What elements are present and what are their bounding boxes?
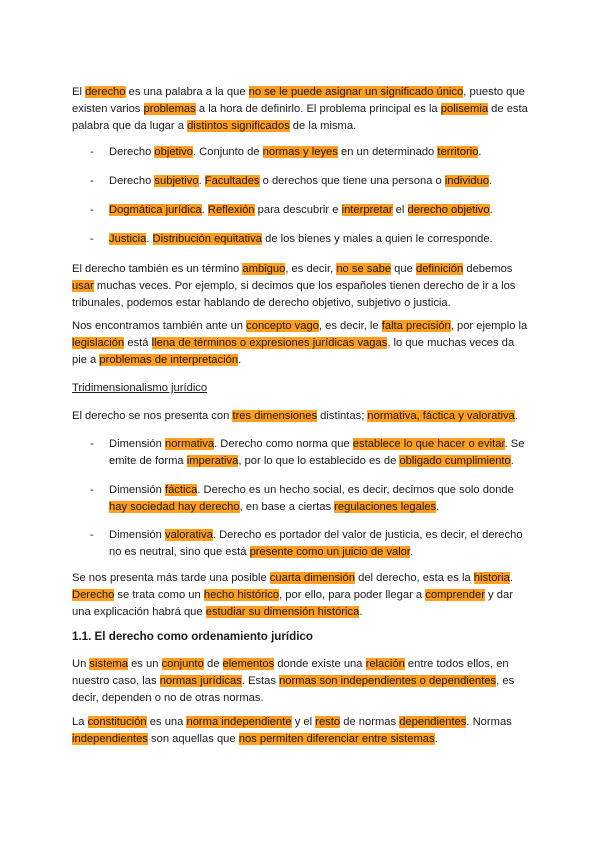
text: para descubrir e xyxy=(254,204,342,216)
text: está xyxy=(124,337,152,350)
highlight: interpretar xyxy=(341,204,393,216)
text: es una palabra a la que xyxy=(125,86,249,98)
text: Derecho xyxy=(109,175,155,187)
highlight: imperativa xyxy=(186,455,239,468)
highlight: polisemia xyxy=(440,103,489,116)
text: Derecho xyxy=(109,146,155,158)
text: La xyxy=(72,716,88,728)
text: . Derecho es portador del valor de justicia, es decir, el derecho no es neutral, sino que está xyxy=(109,529,523,559)
highlight: individuo xyxy=(444,175,490,187)
highlight: norma independiente xyxy=(186,716,292,728)
list-dash: - xyxy=(90,146,94,158)
text: . xyxy=(436,501,440,514)
highlight: usar xyxy=(72,280,94,293)
text: es una xyxy=(146,716,187,728)
paragraph-vago xyxy=(72,318,530,370)
paragraph-dimensiones xyxy=(72,408,530,425)
text: entre todos ellos, en nuestro caso, las xyxy=(72,658,509,688)
highlight: normativa xyxy=(164,438,215,450)
text: Dimensión xyxy=(109,438,165,450)
text: , en base a ciertas xyxy=(239,501,335,514)
highlight: subjetivo xyxy=(154,175,199,187)
highlight: normativa, fáctica y valorativa xyxy=(367,410,515,422)
text: Nos encontramos también ante un xyxy=(72,320,247,332)
text: . xyxy=(201,204,208,216)
paragraph-cuarta-dimension xyxy=(72,570,530,622)
text: , es decir, dependen o no de otras normas. xyxy=(72,675,515,705)
text: Un xyxy=(72,658,90,670)
list-item-text xyxy=(109,173,530,190)
text: de normas xyxy=(340,716,400,728)
text: distintas; xyxy=(317,410,368,422)
highlight: derecho xyxy=(85,86,126,98)
text: , por lo que lo establecido es de xyxy=(238,455,400,468)
text: El derecho también es un término xyxy=(72,263,243,275)
highlight: distintos significados xyxy=(187,120,290,133)
highlight: historia xyxy=(473,572,510,584)
text: . Derecho es un hecho social, es decir, decimos que solo donde xyxy=(197,484,514,496)
highlight: cuarta dimensión xyxy=(269,572,355,584)
highlight: estudiar su dimensión histórica xyxy=(205,606,360,619)
text: El xyxy=(72,86,86,98)
highlight: establece lo que hacer o evitar xyxy=(352,438,505,450)
text: , por ejemplo la xyxy=(450,320,528,332)
text: . xyxy=(198,175,205,187)
text: a la hora de definirlo. El problema principal es la xyxy=(195,103,441,116)
highlight: Dogmática jurídica xyxy=(109,204,202,216)
text: El derecho se nos presenta con xyxy=(72,410,233,422)
highlight: comprender xyxy=(425,589,485,602)
highlight: legislación xyxy=(72,337,125,350)
highlight: constitución xyxy=(87,716,147,728)
text: . xyxy=(509,572,513,584)
highlight: Facultades xyxy=(204,175,260,187)
text: de los bienes y males a quien le corresponde. xyxy=(261,233,493,245)
highlight: nos permiten diferenciar entre sistemas xyxy=(238,733,435,746)
highlight: obligado cumplimiento xyxy=(399,455,511,468)
highlight: Derecho xyxy=(72,589,115,602)
text: . xyxy=(238,354,242,367)
text: Dimensión xyxy=(109,529,165,541)
paragraph-constitucion xyxy=(72,714,530,748)
text: o derechos que tiene una persona o xyxy=(259,175,445,187)
paragraph-sistema xyxy=(72,656,530,708)
highlight: Distribución equitativa xyxy=(152,233,262,245)
text: . Conjunto de xyxy=(192,146,263,158)
text: Dimensión xyxy=(109,484,165,496)
highlight: valorativa xyxy=(164,529,213,541)
list-dash: - xyxy=(90,204,94,216)
list-item-text xyxy=(109,144,530,161)
text: , es decir, le xyxy=(318,320,382,332)
highlight: Justicia xyxy=(109,233,147,245)
highlight: sistema xyxy=(89,658,128,670)
text: es un xyxy=(127,658,162,670)
list-dash: - xyxy=(90,438,94,450)
text: . xyxy=(410,546,414,559)
list-dash: - xyxy=(90,484,94,496)
highlight: Reflexión xyxy=(207,204,255,216)
list-dash: - xyxy=(90,529,94,541)
highlight: hay sociedad hay derecho xyxy=(109,501,240,514)
text: . xyxy=(146,233,153,245)
text: donde existe una xyxy=(274,658,366,670)
highlight: problemas de interpretación xyxy=(99,354,239,367)
list-item-text xyxy=(109,436,530,470)
text: y el xyxy=(291,716,316,728)
highlight: relación xyxy=(365,658,405,670)
highlight: no se sabe xyxy=(336,263,392,275)
text: . Derecho como norma que xyxy=(214,438,353,450)
highlight: no se le puede asignar un significado único xyxy=(248,86,464,98)
text: . Normas xyxy=(466,716,512,728)
text: . Se emite de forma xyxy=(109,438,525,468)
text: , lo que muchas veces da pie a xyxy=(72,337,515,367)
text: se trata como un xyxy=(114,589,204,602)
highlight: definición xyxy=(415,263,464,275)
highlight: resto xyxy=(315,716,341,728)
highlight: territorio xyxy=(437,146,479,158)
text: , es decir, xyxy=(285,263,337,275)
text: , por ello, para poder llegar a xyxy=(279,589,426,602)
highlight: presente como un juicio de valor xyxy=(249,546,411,559)
text: . xyxy=(489,204,493,216)
text: Se nos presenta más tarde una posible xyxy=(72,572,270,584)
text: . xyxy=(434,733,438,746)
highlight: objetivo xyxy=(154,146,193,158)
section-heading-ordenamiento: 1.1. El derecho como ordenamiento jurídico xyxy=(72,630,313,643)
text: de esta palabra que da lugar a xyxy=(72,103,528,133)
highlight: dependientes xyxy=(399,716,467,728)
highlight: ambiguo xyxy=(242,263,286,275)
highlight: conjunto xyxy=(161,658,204,670)
text: . xyxy=(489,175,493,187)
highlight: regulaciones legales xyxy=(334,501,437,514)
highlight: normas y leyes xyxy=(262,146,338,158)
text: que xyxy=(391,263,416,275)
list-dash: - xyxy=(90,233,94,245)
highlight: derecho objetivo xyxy=(407,204,490,216)
list-item-text xyxy=(109,482,530,516)
highlight: normas son independientes o dependientes xyxy=(279,675,497,688)
text: y dar una explicación habrá que xyxy=(72,589,513,619)
highlight: tres dimensiones xyxy=(232,410,318,422)
list-dash: - xyxy=(90,175,94,187)
text: muchas veces. Por ejemplo, si decimos que los españoles tienen derecho de ir a los tribunales, podemos estar hablando de derecho objetivo, subjetivo o justicia. xyxy=(72,280,516,310)
highlight: independientes xyxy=(72,733,148,746)
highlight: normas jurídicas xyxy=(159,675,242,688)
text: el xyxy=(392,204,408,216)
paragraph-ambiguo xyxy=(72,261,530,313)
text: . Estas xyxy=(241,675,280,688)
paragraph-polisemia xyxy=(72,84,530,136)
text: . xyxy=(359,606,363,619)
text: . xyxy=(478,146,482,158)
text: de xyxy=(203,658,223,670)
highlight: elementos xyxy=(222,658,275,670)
section-heading-tridimensionalismo: Tridimensionalismo jurídico xyxy=(72,382,208,394)
list-item-text xyxy=(109,527,530,561)
list-item-text xyxy=(109,231,530,248)
text: . xyxy=(514,410,518,422)
highlight: llena de términos o expresiones jurídicas vagas xyxy=(151,337,388,350)
text: de la misma. xyxy=(289,120,357,133)
highlight: concepto vago xyxy=(246,320,319,332)
text: . xyxy=(510,455,514,468)
highlight: hecho histórico xyxy=(203,589,280,602)
highlight: fáctica xyxy=(164,484,198,496)
text: en un determinado xyxy=(337,146,438,158)
list-item-text xyxy=(109,202,530,219)
highlight: problemas xyxy=(143,103,196,116)
text: , puesto que existen varios xyxy=(72,86,525,116)
text: son aquellas que xyxy=(147,733,239,746)
text: debemos xyxy=(463,263,513,275)
text: del derecho, esta es la xyxy=(354,572,474,584)
highlight: falta precisión xyxy=(381,320,451,332)
